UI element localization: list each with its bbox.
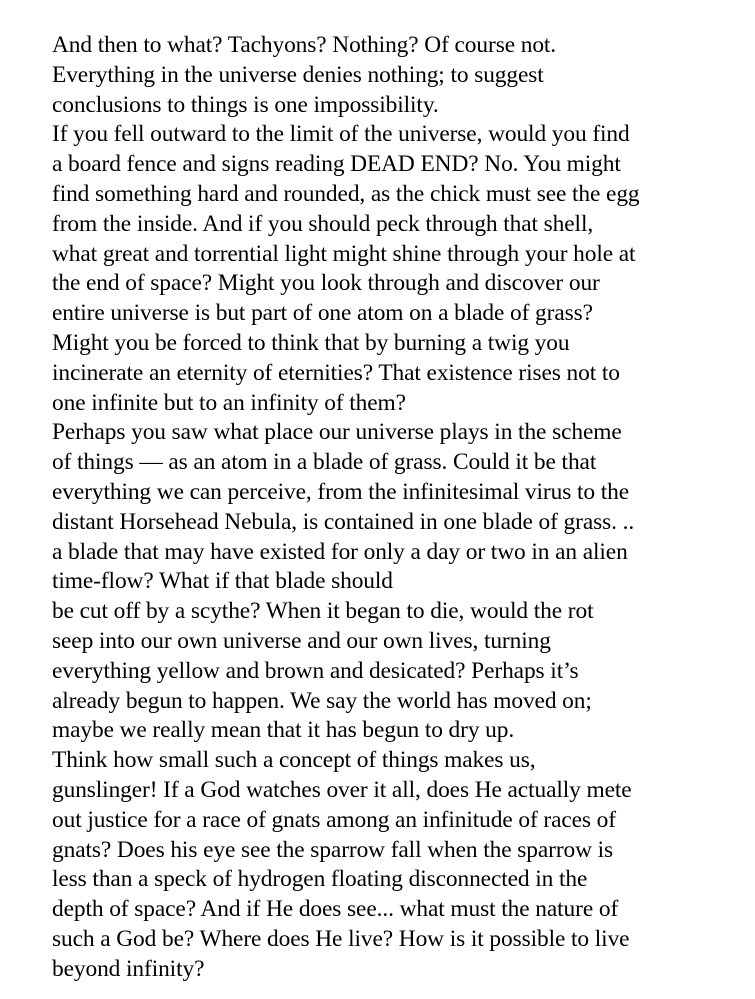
- text-line: If you fell outward to the limit of the universe, would you find: [52, 121, 630, 148]
- text-line: depth of space? And if He does see... what must the nature of: [52, 896, 619, 923]
- text-line: entire universe is but part of one atom on a blade of grass?: [52, 300, 593, 327]
- text-line: beyond infinity?: [52, 955, 205, 982]
- text-line: distant Horsehead Nebula, is contained in one blade of grass. ..: [52, 508, 635, 535]
- text-line: what great and torrential light might shine through your hole at: [52, 240, 636, 267]
- text-line: everything we can perceive, from the infinitesimal virus to the: [52, 478, 629, 505]
- text-line: Everything in the universe denies nothing; to suggest: [52, 61, 544, 88]
- text-line: time-flow? What if that blade should: [52, 568, 393, 595]
- text-line: incinerate an eternity of eternities? That existence rises not to: [52, 359, 620, 386]
- text-line: the end of space? Might you look through and discover our: [52, 270, 600, 297]
- text-line: of things — as an atom in a blade of grass. Could it be that: [52, 449, 597, 476]
- text-line: gunslinger! If a God watches over it all, does He actually mete: [52, 776, 632, 803]
- text-line: maybe we really mean that it has begun to dry up.: [52, 717, 515, 744]
- text-line: Might you be forced to think that by burning a twig you: [52, 329, 570, 356]
- text-line: a board fence and signs reading DEAD END? No. You might: [52, 151, 621, 178]
- text-line: conclusions to things is one impossibility.: [52, 91, 439, 118]
- text-line: find something hard and rounded, as the chick must see the egg: [52, 180, 640, 207]
- text-line: Perhaps you saw what place our universe plays in the scheme: [52, 419, 622, 446]
- text-line: a blade that may have existed for only a day or two in an alien: [52, 538, 628, 565]
- text-line: seep into our own universe and our own lives, turning: [52, 627, 551, 654]
- text-line: out justice for a race of gnats among an infinitude of races of: [52, 806, 616, 833]
- text-line: be cut off by a scythe? When it began to die, would the rot: [52, 598, 594, 625]
- text-line: everything yellow and brown and desicated? Perhaps it’s: [52, 657, 579, 684]
- document-text: [52, 31, 742, 985]
- text-line: one infinite but to an infinity of them?: [52, 389, 406, 416]
- text-line: And then to what? Tachyons? Nothing? Of course not.: [52, 32, 557, 58]
- text-line: from the inside. And if you should peck through that shell,: [52, 210, 594, 237]
- text-line: less than a speck of hydrogen floating disconnected in the: [52, 866, 588, 893]
- text-line: such a God be? Where does He live? How is it possible to live: [52, 925, 630, 952]
- text-line: gnats? Does his eye see the sparrow fall when the sparrow is: [52, 836, 614, 863]
- text-line: Think how small such a concept of things makes us,: [52, 747, 536, 774]
- text-line: already begun to happen. We say the world has moved on;: [52, 687, 592, 714]
